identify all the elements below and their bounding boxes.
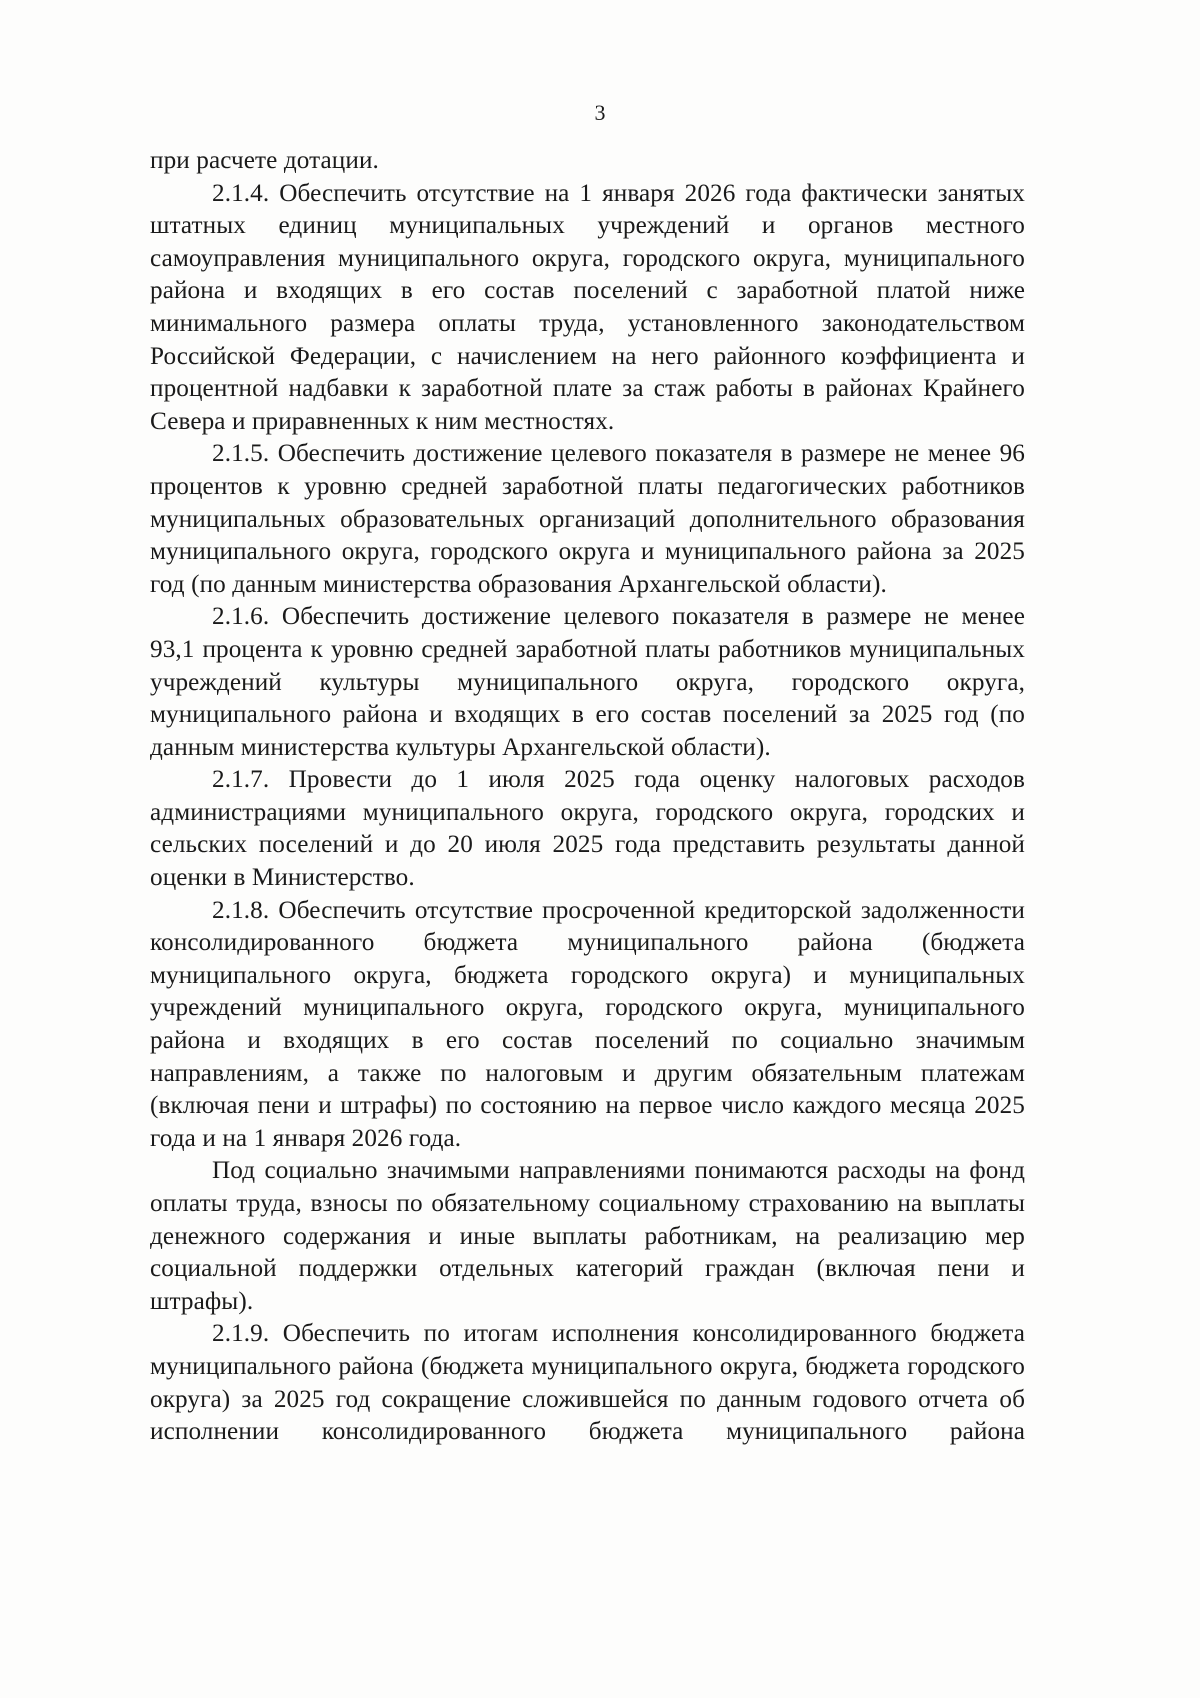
paragraph-social-directions: Под социально значимыми направлениями понимаются расходы на фонд оплаты труда, взносы по обязательному социальному страхованию на выплаты денежного содержания и иные выплаты работникам, на реализацию мер социальной поддержки отдельных категорий граждан (включая пени и штрафы).	[150, 1157, 1025, 1315]
paragraph-2-1-5: 2.1.5. Обеспечить достижение целевого показателя в размере не менее 96 процентов к уровню средней заработной платы педагогических работников муниципальных образовательных организаций дополнительного образования муниципального округа, городского округа и муниципального района за 2025 год (по данным министерства образования Архангельской области).	[150, 440, 1025, 598]
paragraph-continuation: при расчете дотации.	[150, 147, 379, 174]
paragraph-2-1-8: 2.1.8. Обеспечить отсутствие просроченной кредиторской задолженности консолидированного бюджета муниципального района (бюджета муниципального округа, бюджета городского округа) и муниципальных учреждений муниципального округа, городского округа, муниципального района и входящих в его состав поселений по социально значимым направлениям, а также по налоговым и другим обязательным платежам (включая пени и штрафы) по состоянию на первое число каждого месяца 2025 года и на 1 января 2026 года.	[150, 896, 1025, 1152]
paragraph-2-1-4: 2.1.4. Обеспечить отсутствие на 1 января 2026 года фактически занятых штатных единиц муниципальных учреждений и органов местного самоуправления муниципального округа, городского округа, муниципального района и входящих в его состав поселений с заработной платой ниже минимального размера оплаты труда, установленного законодательством Российской Федерации, с начислением на него районного коэффициента и процентной надбавки к заработной плате за стаж работы в районах Крайнего Севера и приравненных к ним местностях.	[150, 179, 1025, 435]
document-body	[150, 145, 1025, 1449]
page-number: 3	[594, 100, 606, 125]
paragraph-2-1-6: 2.1.6. Обеспечить достижение целевого показателя в размере не менее 93,1 процента к уровню средней заработной платы работников муниципальных учреждений культуры муниципального округа, городского округа, муниципального района и входящих в его состав поселений за 2025 год (по данным министерства культуры Архангельской области).	[150, 603, 1025, 761]
paragraph-2-1-7: 2.1.7. Провести до 1 июля 2025 года оценку налоговых расходов администрациями муниципального округа, городского округа, городских и сельских поселений и до 20 июля 2025 года представить результаты данной оценки в Министерство.	[150, 766, 1025, 892]
paragraph-2-1-9: 2.1.9. Обеспечить по итогам исполнения консолидированного бюджета муниципального района (бюджета муниципального округа, бюджета городского округа) за 2025 год сокращение сложившейся по данным годового отчета об исполнении консолидированного бюджета муниципального района	[150, 1320, 1025, 1446]
